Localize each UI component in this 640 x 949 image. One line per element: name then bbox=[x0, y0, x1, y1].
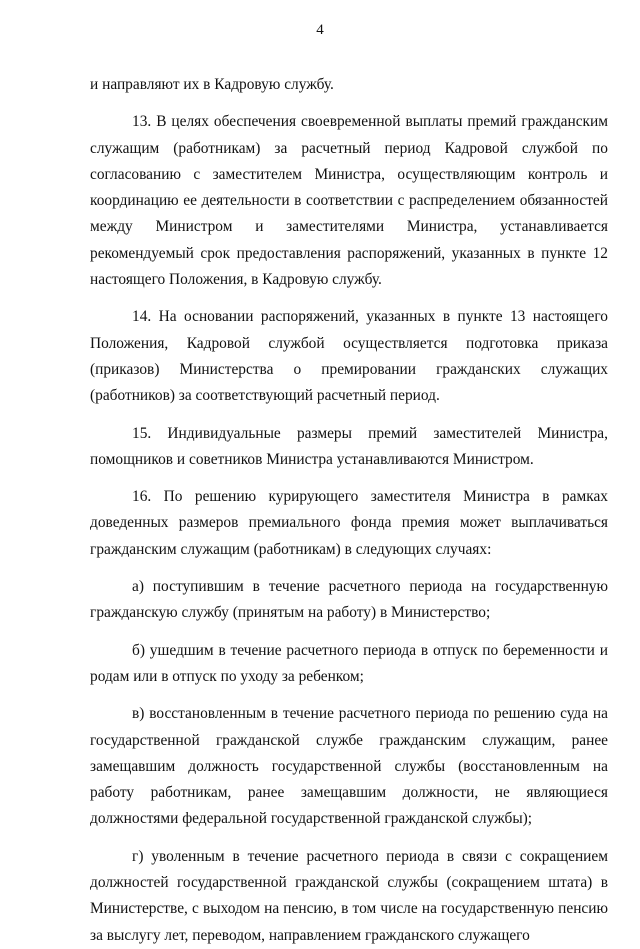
paragraph-item-14: 14. На основании распоряжений, указанных в пункте 13 настоящего Положения, Кадровой службой осуществляется подготовка приказа (приказов) Министерства о премировании гражданских служащих (работников) за соответствующий расчетный период. bbox=[90, 308, 608, 405]
paragraph-subitem-g: г) уволенным в течение расчетного периода в связи с сокращением должностей государственной гражданской службы (сокращением штата) в Министерстве, с выходом на пенсию, в том числе на государственную пенсию за выслугу лет, переводом, направлением гражданского служащего bbox=[90, 847, 608, 944]
paragraph-item-16: 16. По решению курирующего заместителя Министра в рамках доведенных размеров премиального фонда премия может выплачиваться гражданским служащим (работникам) в следующих случаях: bbox=[90, 488, 608, 558]
paragraph-subitem-v: в) восстановленным в течение расчетного периода по решению суда на государственной гражданской службе гражданским служащим, ранее замещавшим должность государственной службы (восстановленным на работу работникам, ранее замещавшим должности, не являющиеся должностями федеральной государственной гражданской службы); bbox=[90, 705, 608, 828]
paragraph-item-15: 15. Индивидуальные размеры премий заместителей Министра, помощников и советников Министра устанавливаются Министром. bbox=[90, 424, 608, 468]
page-number: 4 bbox=[316, 22, 324, 38]
document-body bbox=[90, 72, 608, 949]
paragraph-subitem-a: а) поступившим в течение расчетного периода на государственную гражданскую службу (принятым на работу) в Министерство; bbox=[90, 578, 608, 622]
paragraph-item-13: 13. В целях обеспечения своевременной выплаты премий гражданским служащим (работникам) за расчетный период Кадровой службой по согласованию с заместителем Министра, осуществляющим контроль и координацию ее деятельности в соответствии с распределением обязанностей между Министром и заместителями Министра, устанавливается рекомендуемый срок предоставления распоряжений, указанных в пункте 12 настоящего Положения, в Кадровую службу. bbox=[90, 113, 608, 289]
paragraph-subitem-b: б) ушедшим в течение расчетного периода в отпуск по беременности и родам или в отпуск по уходу за ребенком; bbox=[90, 641, 608, 685]
paragraph-continuation: и направляют их в Кадровую службу. bbox=[90, 76, 334, 93]
